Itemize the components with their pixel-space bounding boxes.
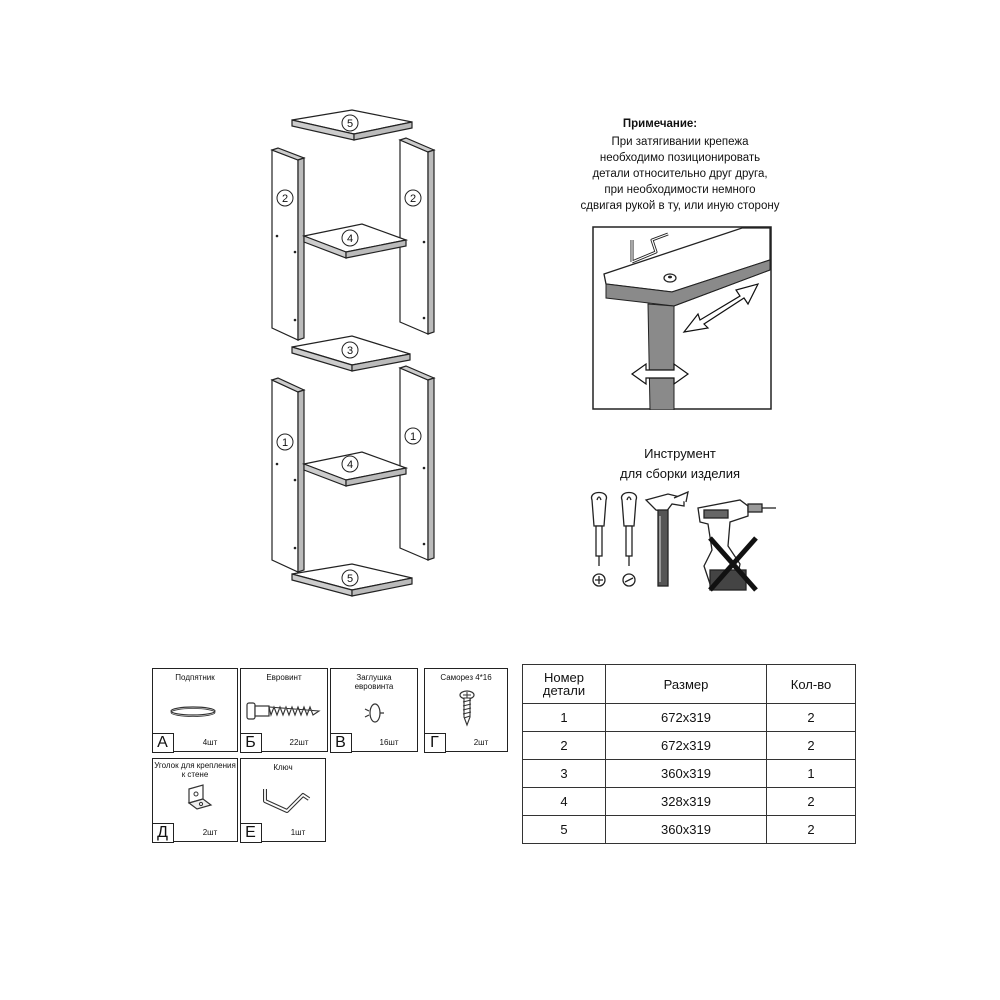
spec-table <box>522 664 856 844</box>
part-name: Ключ <box>273 763 293 772</box>
screw-cap-icon <box>331 687 419 737</box>
part-card <box>424 668 508 752</box>
cell-size: 672x319 <box>606 704 767 732</box>
part-letter: А <box>152 733 174 753</box>
part-name: Подпятник <box>175 673 215 682</box>
panel-label: 2 <box>409 193 417 205</box>
part-letter: Е <box>240 823 262 843</box>
panel-upper-side-right <box>400 140 428 334</box>
part-letter: Б <box>240 733 262 753</box>
panel-lower-side-right <box>400 368 428 560</box>
note-line: сдвигая рукой в ту, или иную сторону <box>580 200 780 212</box>
part-card <box>240 758 326 842</box>
part-card <box>152 758 238 842</box>
cell-size: 360x319 <box>606 816 767 844</box>
cell-size: 328x319 <box>606 788 767 816</box>
note-line: необходимо позиционировать <box>599 152 761 164</box>
part-qty: 16шт <box>379 738 399 747</box>
part-name: Саморез 4*16 <box>440 673 492 682</box>
part-letter: В <box>330 733 352 753</box>
cell-qty: 1 <box>767 760 856 788</box>
note-line: при необходимости немного <box>604 184 756 196</box>
cell-num: 3 <box>523 760 606 788</box>
header-part-number: Номер детали <box>523 665 606 704</box>
tools-title: Инструмент <box>644 446 716 461</box>
part-name: Уголок для крепления к стене <box>154 761 236 779</box>
table-row <box>523 704 856 732</box>
hex-key-icon <box>241 777 327 827</box>
panel-label: 5 <box>346 573 354 585</box>
note-line: При затягивании крепежа <box>611 136 749 148</box>
cell-qty: 2 <box>767 704 856 732</box>
cell-size: 672x319 <box>606 732 767 760</box>
part-letter: Д <box>152 823 174 843</box>
euro-screw-icon <box>241 687 329 737</box>
part-qty: 2шт <box>202 828 218 837</box>
note-line: детали относительно друг друга, <box>592 168 768 180</box>
self-tapping-screw-icon <box>425 687 509 737</box>
wall-bracket-icon <box>153 783 239 823</box>
table-header-row <box>523 665 856 704</box>
cell-qty: 2 <box>767 732 856 760</box>
cell-num: 2 <box>523 732 606 760</box>
part-card <box>152 668 238 752</box>
phillips-screwdriver-icon <box>592 493 607 587</box>
table-row <box>523 760 856 788</box>
part-card <box>240 668 328 752</box>
header-qty: Кол-во <box>767 665 856 704</box>
panel-label: 4 <box>346 233 354 245</box>
cell-num: 1 <box>523 704 606 732</box>
part-name: Заглушка евровинта <box>354 673 394 691</box>
foot-pad-icon <box>153 687 239 737</box>
panel-label: 4 <box>346 459 354 471</box>
tools-subtitle: для сборки изделия <box>620 466 740 481</box>
table-row <box>523 788 856 816</box>
part-name: Евровинт <box>266 673 302 682</box>
panel-label: 2 <box>281 193 289 205</box>
part-card <box>330 668 418 752</box>
panel-label: 1 <box>281 437 289 449</box>
header-size: Размер <box>606 665 767 704</box>
flat-screwdriver-icon <box>622 493 637 587</box>
tools-illustration <box>580 486 780 596</box>
table-row <box>523 816 856 844</box>
exploded-view <box>260 100 440 610</box>
panel-lower-side-left <box>272 380 298 572</box>
power-drill-crossed-icon <box>698 500 776 590</box>
cell-qty: 2 <box>767 816 856 844</box>
hammer-icon <box>646 492 688 586</box>
panel-label: 1 <box>409 431 417 443</box>
note-title: Примечание: <box>622 118 698 130</box>
part-qty: 2шт <box>473 738 489 747</box>
cell-num: 4 <box>523 788 606 816</box>
joint-detail-illustration <box>592 226 772 410</box>
cell-num: 5 <box>523 816 606 844</box>
panel-upper-side-left <box>272 150 298 340</box>
cell-size: 360x319 <box>606 760 767 788</box>
panel-label: 3 <box>346 345 354 357</box>
cell-qty: 2 <box>767 788 856 816</box>
table-row <box>523 732 856 760</box>
part-qty: 4шт <box>202 738 218 747</box>
part-qty: 22шт <box>289 738 309 747</box>
part-letter: Г <box>424 733 446 753</box>
part-qty: 1шт <box>290 828 306 837</box>
panel-label: 5 <box>346 118 354 130</box>
